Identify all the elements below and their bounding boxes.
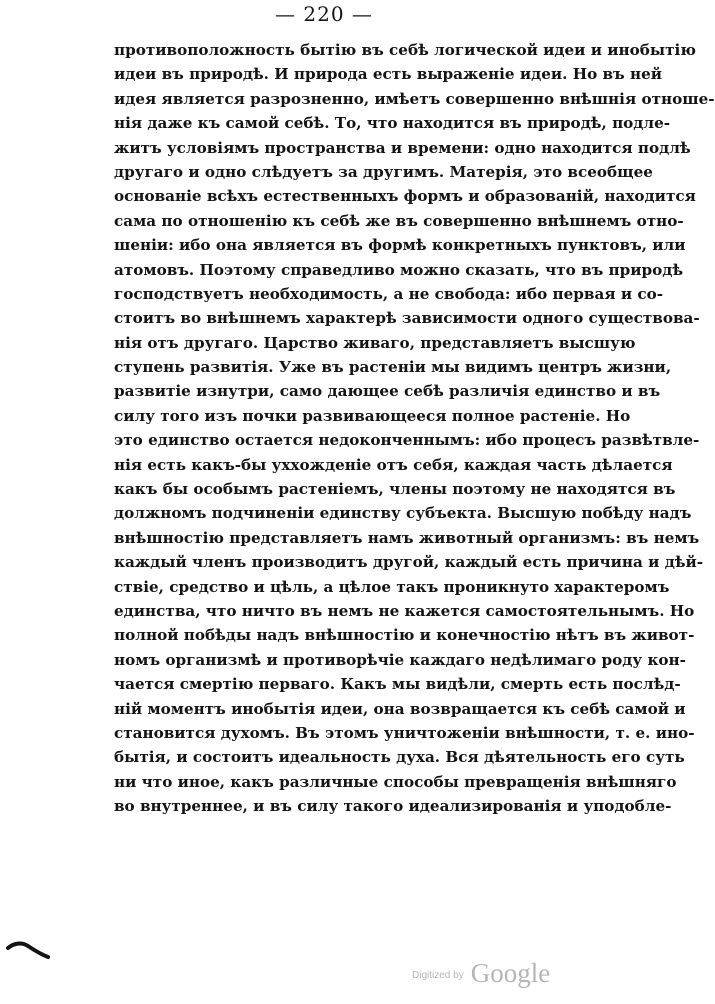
text-line: развитіе изнутри, само дающее себѣ различія единство и въ bbox=[114, 382, 661, 401]
text-line: господствуетъ необходимость, а не свобода: ибо первая и со- bbox=[114, 284, 664, 303]
text-line: атомовъ. Поэтому справедливо можно сказать, что въ природѣ bbox=[114, 260, 684, 279]
text-line: каждый членъ производитъ другой, каждый есть причина и дѣй- bbox=[114, 553, 704, 572]
text-line: шеніи: ибо она является въ формѣ конкретныхъ пунктовъ, или bbox=[114, 236, 686, 255]
digitized-by-google-watermark bbox=[412, 958, 550, 989]
text-line: полной побѣды надъ внѣшностію и конечностію нѣтъ въ живот- bbox=[114, 626, 695, 645]
ink-mark-icon bbox=[6, 940, 50, 960]
text-line: идеи въ природѣ. И природа есть выраженіе идеи. Но въ ней bbox=[114, 65, 663, 84]
text-line: становится духомъ. Въ этомъ уничтоженіи внѣшности, т. е. ино- bbox=[114, 723, 695, 742]
text-line: основаніе всѣхъ естественныхъ формъ и образованій, находится bbox=[114, 187, 696, 206]
text-line: во внутреннее, и въ силу такого идеализированія и уподобле- bbox=[114, 797, 672, 816]
text-line: ступень развитія. Уже въ растеніи мы видимъ центръ жизни, bbox=[114, 358, 672, 377]
text-line: другаго и одно слѣдуетъ за другимъ. Матерія, это всеобщее bbox=[114, 162, 653, 181]
page-number: — 220 — bbox=[275, 2, 373, 26]
text-line: нія отъ другаго. Царство живаго, представляетъ высшую bbox=[114, 333, 636, 352]
text-line: внѣшностію представляетъ намъ животный организмъ: въ немъ bbox=[114, 528, 700, 547]
body-text bbox=[114, 38, 715, 819]
text-line: какъ бы особымъ растеніемъ, члены поэтому не находятся въ bbox=[114, 480, 676, 499]
text-line: нія даже къ самой себѣ. То, что находится въ природѣ, подле- bbox=[114, 114, 671, 133]
watermark-brand-text: Google bbox=[470, 958, 551, 988]
text-line: должномъ подчиненіи единству субъекта. Высшую побѣду надъ bbox=[114, 504, 692, 523]
text-line: чается смертію перваго. Какъ мы видѣли, смерть есть послѣд- bbox=[114, 675, 681, 694]
text-line: это единство остается недоконченнымъ: ибо процесъ развѣтвле- bbox=[114, 431, 700, 450]
text-line: ни что иное, какъ различные способы превращенія внѣшняго bbox=[114, 772, 677, 791]
text-line: номъ организмѣ и противорѣчіе каждаго недѣлимаго роду кон- bbox=[114, 650, 686, 669]
text-line: бытія, и состоитъ идеальность духа. Вся дѣятельность его суть bbox=[114, 748, 685, 767]
watermark-digitized-text: Digitized by bbox=[412, 970, 464, 981]
text-line: ствіе, средство и цѣль, а цѣлое такъ проникнуто характеромъ bbox=[114, 577, 670, 596]
text-line: нія есть какъ-бы уххожденіе отъ себя, каждая часть дѣлается bbox=[114, 455, 673, 474]
text-line: стоитъ во внѣшнемъ характерѣ зависимости одного существова- bbox=[114, 309, 700, 328]
text-line: противоположность бытію въ себѣ логической идеи и инобытію bbox=[114, 41, 696, 59]
text-line: ній моментъ инобытія идеи, она возвращается къ себѣ самой и bbox=[114, 699, 686, 718]
text-line: идея является разрозненно, имѣетъ совершенно внѣшнія отноше- bbox=[114, 89, 715, 108]
text-line: силу того изъ почки развивающееся полное растеніе. Но bbox=[114, 406, 631, 425]
text-line: сама по отношенію къ себѣ же въ совершенно внѣшнемъ отно- bbox=[114, 211, 684, 230]
text-line: единства, что ничто въ немъ не кажется самостоятельнымъ. Но bbox=[114, 601, 695, 620]
text-line: житъ условіямъ пространства и времени: одно находится подлѣ bbox=[114, 138, 691, 157]
